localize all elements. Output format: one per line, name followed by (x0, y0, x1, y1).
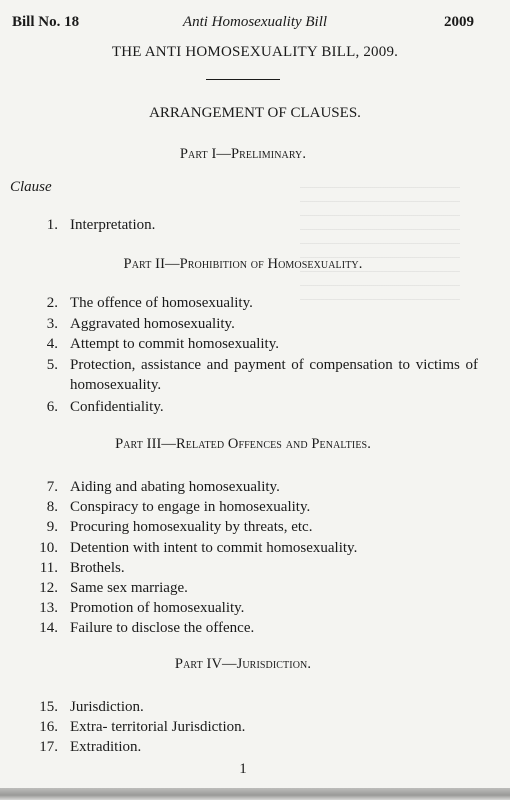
clause-number: 14. (39, 620, 58, 636)
clause-text: Protection, assistance and payment of compensation to victims of homosexuality. (70, 357, 478, 393)
clause-text: Brothels. (70, 560, 125, 576)
part-heading: Part III—Related Offences and Penalties. (115, 436, 371, 452)
clause-number: 11. (39, 560, 58, 576)
header-year: 2009 (444, 14, 474, 30)
clause-number: 2. (46, 295, 58, 311)
clause-number: 8. (46, 499, 58, 515)
arrangement-heading: ARRANGEMENT OF CLAUSES. (149, 105, 361, 121)
clause-number: 9. (46, 519, 58, 535)
clause-text: Procuring homosexuality by threats, etc. (70, 519, 313, 535)
clause-text: Failure to disclose the offence. (70, 620, 255, 636)
part-heading: Part I—Preliminary. (179, 146, 307, 162)
clause-text: Aiding and abating homosexuality. (70, 479, 280, 495)
part-heading: Part IV—Jurisdiction. (174, 656, 312, 672)
clause-number: 7. (46, 479, 58, 495)
clause-number: 13. (39, 600, 58, 616)
clause-text: Attempt to commit homosexuality. (70, 336, 280, 352)
clause-text: Jurisdiction. (70, 699, 144, 715)
clause-number: 3. (46, 316, 58, 332)
clause-text: Interpretation. (70, 217, 156, 233)
part-heading: Part II—Prohibition of Homosexuality. (123, 256, 363, 272)
clause-text: Promotion of homosexuality. (70, 600, 245, 616)
clause-text: Extradition. (70, 739, 142, 755)
clause-text: Confidentiality. (70, 399, 164, 415)
clause-number: 12. (39, 580, 58, 596)
page-number: 1 (239, 761, 247, 777)
clause-number: 16. (39, 719, 58, 735)
bill-title: THE ANTI HOMOSEXUALITY BILL, 2009. (111, 44, 399, 60)
clause-number: 10. (39, 540, 58, 556)
clause-number: 15. (39, 699, 58, 715)
title-divider (206, 79, 280, 80)
clause-text: The offence of homosexuality. (70, 295, 253, 311)
bill-number: Bill No. 18 (12, 14, 80, 30)
running-title: Anti Homosexuality Bill (182, 14, 328, 30)
page-header (0, 14, 510, 36)
clause-column-label: Clause (10, 179, 52, 195)
clause-number: 17. (39, 739, 58, 755)
page-bottom-edge (0, 788, 510, 800)
clause-text: Aggravated homosexuality. (70, 316, 235, 332)
clause-text: Extra- territorial Jurisdiction. (70, 719, 246, 735)
clause-number: 4. (46, 336, 58, 352)
clause-number: 5. (46, 357, 58, 373)
bleed-through-shadow (300, 180, 460, 300)
clause-text: Detention with intent to commit homosexuality. (70, 540, 358, 556)
clause-text: Conspiracy to engage in homosexuality. (70, 499, 311, 515)
clause-text: Same sex marriage. (70, 580, 188, 596)
clause-number: 1. (46, 217, 58, 233)
clause-number: 6. (46, 399, 58, 415)
